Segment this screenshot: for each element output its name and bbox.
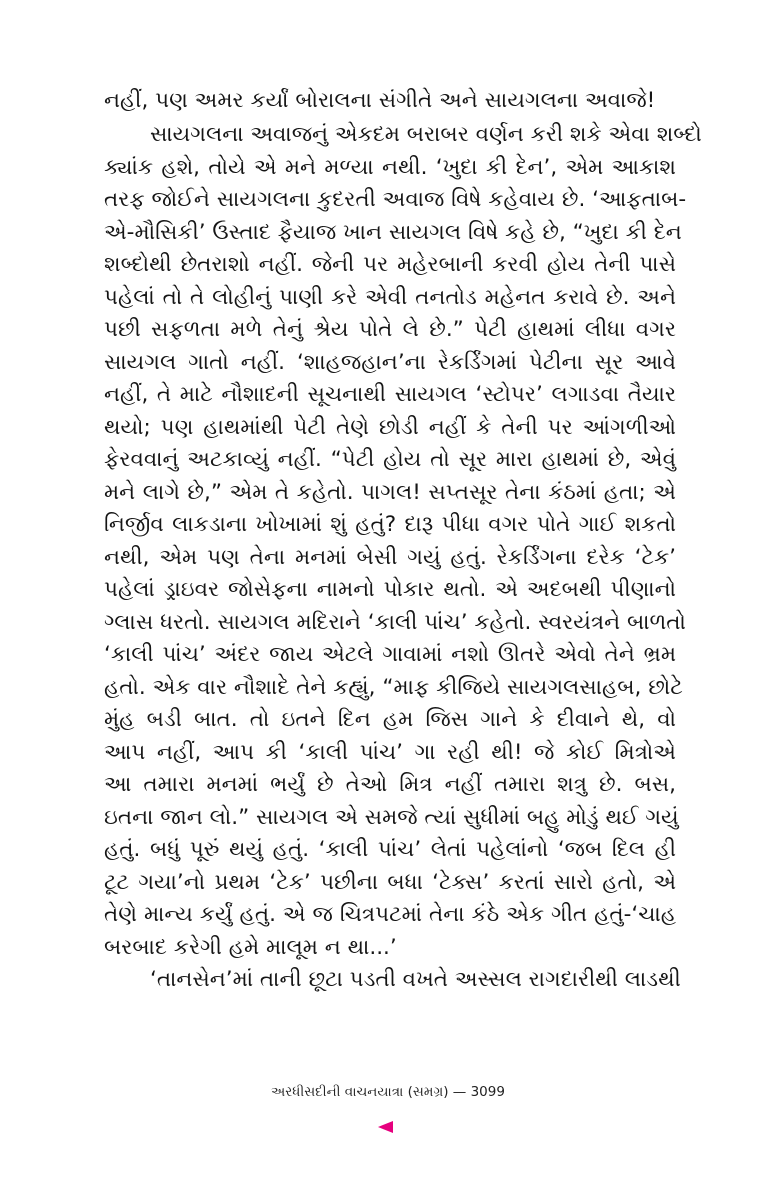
footer-separator: —	[452, 1084, 467, 1100]
text-line-26: તેણે માન્ય કર્યું હતું. એ જ ચિત્રપટમાં તેના કંઠે એક ગીત હતું-‘ચાહ	[104, 902, 676, 927]
text-line-2: સાયગલના અવાજનું એકદમ બરાબર વર્ણન કરી શકે એવા શબ્દો	[150, 122, 702, 147]
text-line-28: ‘તાનસેન’માં તાની છૂટા પડતી વખતે અસ્સલ રાગદારીથી લાડથી	[150, 967, 681, 992]
left-triangle-icon[interactable]	[378, 1121, 393, 1133]
text-line-22: આ તમારા મનમાં ભર્યું છે તેઓ મિત્ર નહીં તમારા શત્રુ છે. બસ,	[104, 772, 676, 797]
text-line-3: ક્યાંક હશે, તોયે એ મને મળ્યા નથી. ‘ખુદા કી દેન’, એમ આકાશ	[104, 154, 676, 180]
footer-page-number: 3099	[470, 1084, 505, 1100]
text-line-11: થયો; પણ હાથમાંથી પેટી તેણે છોડી નહીં કે તેની પર આંગળીઓ	[104, 414, 676, 440]
text-line-19: હતો. એક વાર નૌશાદે તેને કહ્યું, “માફ કીજિયે સાયગલસાહબ, છોટે	[104, 674, 683, 700]
text-line-25: ટૂટ ગયા’નો પ્રથમ ‘ટેક’ પછીના બધા ‘ટેક્સ’ કરતાં સારો હતો, એ	[104, 869, 676, 895]
text-line-1: નહીં, પણ અમર કર્યાં બોરાલના સંગીતે અને સાયગલના અવાજે!	[104, 88, 656, 113]
footer-book-title: અરધીસદીની વાચનયાત્રા (સમગ્ર)	[271, 1084, 449, 1100]
text-line-21: આપ નહીં, આપ કી ‘કાલી પાંચ’ ગા રહી થી! જે કોઈ મિત્રોએ	[104, 739, 676, 765]
text-line-6: શબ્દોથી છેતરાશો નહીં. જેની પર મહેરબાની કરવી હોય તેની પાસે	[104, 252, 676, 277]
text-line-16: પહેલાં ડ્રાઇવર જોસેફના નામનો પોકાર થતો. એ અદબથી પીણાનો	[104, 577, 676, 602]
text-line-12: ફેરવવાનું અટકાવ્યું નહીં. “પેટી હોય તો સૂર મારા હાથમાં છે, એવું	[104, 447, 676, 472]
text-line-17: ગ્લાસ ધરતો. સાયગલ મદિરાને ‘કાલી પાંચ’ કહેતો. સ્વરયંત્રને બાળતો	[104, 609, 686, 635]
text-line-10: નહીં, તે માટે નૌશાદની સૂચનાથી સાયગલ ‘સ્ટોપર’ લગાડવા તૈયાર	[104, 382, 676, 407]
page-body	[104, 82, 702, 997]
text-line-14: નિર્જીવ લાકડાના ખોખામાં શું હતું? દારૂ પીધા વગર પોતે ગાઈ શકતો	[104, 512, 676, 537]
page-footer	[0, 1084, 776, 1100]
text-line-4: તરફ જોઈને સાયગલના કુદરતી અવાજ વિષે કહેવાય છે. ‘આફતાબ-	[104, 187, 687, 212]
text-line-18: ‘કાલી પાંચ’ અંદર જાય એટલે ગાવામાં નશો ઊતરે એવો તેને ભ્રમ	[104, 642, 676, 667]
text-line-8: પછી સફળતા મળે તેનું શ્રેય પોતે લે છે.” પેટી હાથમાં લીધા વગર	[104, 317, 676, 342]
text-line-27: બરબાદ કરેગી હમે માલૂમ ન થા...’	[104, 934, 397, 960]
text-line-9: સાયગલ ગાતો નહીં. ‘શાહજહાન’ના રેકર્ડિંગમાં પેટીના સૂર આવે	[104, 349, 676, 375]
text-line-24: હતું. બધું પૂરું થયું હતું. ‘કાલી પાંચ’ લેતાં પહેલાંનો ‘જબ દિલ હી	[104, 837, 676, 862]
text-line-20: મુંહ બડી બાત. તો ઇતને દિન હમ જિસ ગાને કે દીવાને થે, વો	[104, 707, 676, 732]
text-line-7: પહેલાં તો તે લોહીનું પાણી કરે એવી તનતોડ મહેનત કરાવે છે. અને	[104, 284, 676, 310]
text-line-15: નથી, એમ પણ તેના મનમાં બેસી ગયું હતું. રેકર્ડિંગના દરેક ‘ટેક’	[104, 544, 676, 570]
text-line-5: એ-મૌસિકી’ ઉસ્તાદ ફૈયાજ ખાન સાયગલ વિષે કહે છે, “ખુદા કી દેન	[104, 219, 682, 245]
text-line-23: ઇતના જાન લો.” સાયગલ એ સમજે ત્યાં સુધીમાં બહુ મોડું થઈ ગયું	[104, 804, 679, 830]
text-line-13: મને લાગે છે,” એમ તે કહેતો. પાગલ! સપ્તસૂર તેના કંઠમાં હતા; એ	[104, 479, 676, 505]
